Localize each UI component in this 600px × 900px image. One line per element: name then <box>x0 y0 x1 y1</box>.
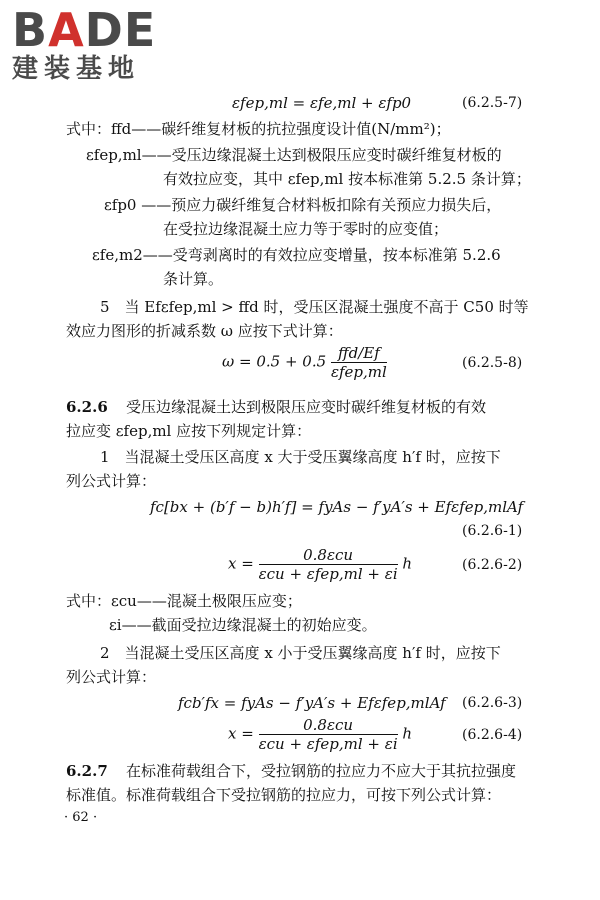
definition-efe-line2: 条计算。 <box>163 270 224 288</box>
equation-6-2-6-1: fc[bx + (b′f − b)h′f] = fyAs − f′yA′s + Efεfep,mlAf <box>150 498 524 516</box>
equation-6-2-5-7: εfep,ml = εfe,ml + εfp0 <box>232 94 412 112</box>
definition-efep-line2: 有效拉应变，其中 εfep,ml 按本标准第 5.2.5 条计算； <box>163 170 531 188</box>
item-1-line2: 列公式计算： <box>66 472 157 490</box>
item-2-line2: 列公式计算： <box>66 668 157 686</box>
equation-6-2-6-3: fcb′fx = fyAs − f′yA′s + Efεfep,mlAf <box>178 694 446 712</box>
fraction-denominator: εcu + εfep,ml + εi <box>258 565 398 583</box>
eq-fraction <box>259 716 398 753</box>
definition-ei: εi——截面受拉边缘混凝土的初始应变。 <box>109 616 377 634</box>
definition-efp0-line2: 在受拉边缘混凝土应力等于零时的应变值； <box>163 220 449 238</box>
equation-number: (6.2.6-4) <box>462 727 523 743</box>
definition-efe-line1: εfe,m2——受弯剥离时的有效拉应变增量，按本标准第 5.2.6 <box>92 246 501 264</box>
fraction-denominator: εcu + εfep,ml + εi <box>258 735 398 753</box>
logo-brand: BADE <box>12 3 157 57</box>
equation-6-2-5-8 <box>222 344 387 381</box>
item-2-line1: 2 当混凝土受压区高度 x 小于受压翼缘高度 h′f 时，应按下 <box>100 644 501 662</box>
section-6-2-7-line1: 在标准荷载组合下，受拉钢筋的拉应力不应大于其抗拉强度 <box>126 762 517 780</box>
definition-ffd: 式中：ffd——碳纤维复材板的抗拉强度设计值(N/mm²)； <box>66 120 451 138</box>
fraction-numerator: ffd/Ef <box>331 344 387 363</box>
eq-fraction <box>331 344 387 381</box>
logo-subtitle: 建装基地 <box>12 54 141 84</box>
eq-right: h <box>402 554 413 573</box>
item-5-line1: 5 当 Efεfep,ml > ffd 时，受压区混凝土强度不高于 C50 时等 <box>100 298 529 316</box>
equation-6-2-6-2 <box>228 546 412 583</box>
eq-fraction <box>259 546 398 583</box>
definition-efep-line1: εfep,ml——受压边缘混凝土达到极限压应变时碳纤维复材板的 <box>86 146 502 164</box>
eq-right: h <box>402 724 413 743</box>
section-6-2-6-line2: 拉应变 εfep,ml 应按下列规定计算： <box>66 422 312 440</box>
equation-number: (6.2.6-1) <box>462 523 523 539</box>
page-number: · 62 · <box>64 810 98 825</box>
section-6-2-7-number: 6.2.7 <box>66 762 108 780</box>
logo-accent-letter: A <box>48 3 85 57</box>
equation-number: (6.2.5-7) <box>462 95 523 111</box>
eq-left: ω = 0.5 + 0.5 <box>222 352 327 371</box>
eq-left: x = <box>228 554 254 573</box>
fraction-denominator: εfep,ml <box>330 363 387 381</box>
definition-ecu: 式中：εcu——混凝土极限压应变； <box>66 592 302 610</box>
equation-number: (6.2.6-3) <box>462 695 523 711</box>
section-6-2-6-line1: 受压边缘混凝土达到极限压应变时碳纤维复材板的有效 <box>126 398 487 416</box>
item-1-line1: 1 当混凝土受压区高度 x 大于受压翼缘高度 h′f 时，应按下 <box>100 448 501 466</box>
section-6-2-6-number: 6.2.6 <box>66 398 108 416</box>
fraction-numerator: 0.8εcu <box>259 716 398 735</box>
equation-number: (6.2.6-2) <box>462 557 523 573</box>
equation-6-2-6-4 <box>228 716 412 753</box>
section-6-2-7-line2: 标准值。标准荷载组合下受拉钢筋的拉应力，可按下列公式计算： <box>66 786 502 804</box>
fraction-numerator: 0.8εcu <box>259 546 398 565</box>
item-5-line2: 效应力图形的折减系数 ω 应按下式计算： <box>66 322 343 340</box>
definition-efp0-line1: εfp0 ——预应力碳纤维复合材料板扣除有关预应力损失后， <box>104 196 502 214</box>
eq-left: x = <box>228 724 254 743</box>
equation-number: (6.2.5-8) <box>462 355 523 371</box>
